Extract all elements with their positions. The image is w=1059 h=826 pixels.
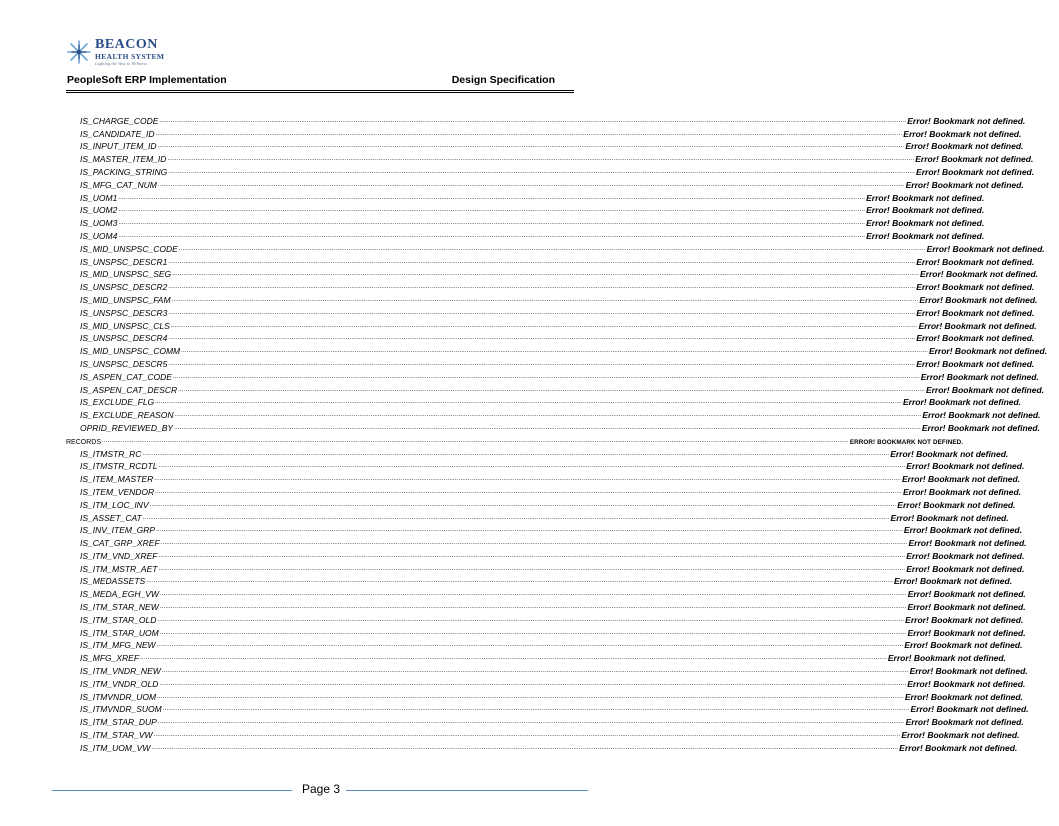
toc-entry-page-ref: Error! Bookmark not defined. — [926, 243, 1045, 254]
toc-dot-leader: ................................................................................................................................................................................................................................................................................................................................................................................................................ — [142, 514, 890, 521]
toc-dot-leader: ................................................................................................................................................................................................................................................................................................................................................................................................................ — [168, 335, 916, 342]
toc-entry-page-ref: Error! Bookmark not defined. — [925, 384, 1045, 395]
toc-entry[interactable] — [0, 343, 1048, 357]
toc-entry-page-ref: Error! Bookmark not defined. — [905, 717, 1024, 728]
toc-entry-page-ref: Error! Bookmark not defined. — [907, 115, 1026, 126]
toc-entry-page-ref: Error! Bookmark not defined. — [899, 742, 1018, 753]
toc-dot-leader: ................................................................................................................................................................................................................................................................................................................................................................................................................ — [168, 284, 916, 291]
toc-dot-leader: ................................................................................................................................................................................................................................................................................................................................................................................................................ — [156, 527, 903, 534]
toc-dot-leader: ................................................................................................................................................................................................................................................................................................................................................................................................................ — [156, 642, 904, 649]
toc-entry-label: IS_MFG_XREF — [80, 653, 140, 664]
toc-dot-leader: ................................................................................................................................................................................................................................................................................................................................................................................................................ — [149, 501, 897, 508]
toc-entry-label: IS_ITM_MSTR_AET — [80, 563, 158, 574]
toc-dot-leader: ................................................................................................................................................................................................................................................................................................................................................................................................................ — [157, 616, 905, 623]
toc-entry-label: IS_UOM1 — [80, 192, 118, 203]
toc-dot-leader: ................................................................................................................................................................................................................................................................................................................................................................................................................ — [168, 360, 916, 367]
toc-entry-page-ref: Error! Bookmark not defined. — [916, 307, 1035, 318]
toc-section-entry[interactable] — [0, 433, 964, 446]
toc-entry[interactable] — [0, 714, 1024, 728]
toc-entry-label: IS_CHARGE_CODE — [80, 115, 159, 126]
toc-dot-leader: ................................................................................................................................................................................................................................................................................................................................................................................................................ — [181, 348, 928, 355]
toc-entry-label: IS_INV_ITEM_GRP — [80, 525, 156, 536]
toc-entry-page-ref: Error! Bookmark not defined. — [907, 602, 1026, 613]
toc-entry-page-ref: Error! Bookmark not defined. — [890, 448, 1009, 459]
toc-entry[interactable] — [0, 190, 985, 203]
toc-dot-leader: ................................................................................................................................................................................................................................................................................................................................................................................................................ — [162, 706, 910, 713]
toc-entry[interactable] — [0, 638, 1023, 651]
toc-entry-label: IS_EXCLUDE_FLG — [80, 397, 155, 408]
beacon-star-icon — [66, 39, 92, 65]
toc-entry[interactable] — [0, 727, 1020, 741]
toc-dot-leader: ................................................................................................................................................................................................................................................................................................................................................................................................................ — [158, 565, 906, 572]
toc-entry-page-ref: Error! Bookmark not defined. — [887, 653, 1006, 664]
toc-dot-leader: ................................................................................................................................................................................................................................................................................................................................................................................................................ — [159, 604, 907, 611]
toc-dot-leader: ................................................................................................................................................................................................................................................................................................................................................................................................................ — [140, 655, 887, 662]
toc-entry-label: IS_CAT_GRP_XREF — [80, 538, 160, 549]
toc-entry[interactable] — [0, 689, 1023, 702]
toc-entry-label: IS_INPUT_ITEM_ID — [80, 141, 157, 152]
toc-dot-leader: ................................................................................................................................................................................................................................................................................................................................................................................................................ — [142, 450, 890, 457]
toc-dot-leader: ................................................................................................................................................................................................................................................................................................................................................................................................................ — [168, 309, 916, 316]
toc-entry-label: IS_MID_UNSPSC_CLS — [80, 320, 170, 331]
toc-entry-label: IS_MID_UNSPSC_CODE — [80, 243, 178, 254]
toc-dot-leader: ................................................................................................................................................................................................................................................................................................................................................................................................................ — [154, 476, 902, 483]
toc-entry-label: IS_UNSPSC_DESCR1 — [80, 256, 168, 267]
toc-entry-page-ref: Error! Bookmark not defined. — [916, 333, 1035, 344]
toc-entry[interactable] — [0, 215, 985, 229]
toc-entry-page-ref: Error! Bookmark not defined. — [866, 230, 985, 241]
toc-entry[interactable] — [0, 740, 1018, 753]
toc-entry-label: IS_MID_UNSPSC_COMM — [80, 346, 181, 357]
toc-entry-label: IS_MID_UNSPSC_SEG — [80, 269, 172, 280]
toc-entry[interactable] — [0, 356, 1035, 369]
document-project-title: PeopleSoft ERP Implementation — [67, 74, 227, 86]
toc-entry-label: IS_UNSPSC_DESCR2 — [80, 282, 168, 293]
toc-entry-label: IS_MID_UNSPSC_FAM — [80, 294, 171, 305]
footer-divider-right — [346, 790, 588, 791]
toc-entry-page-ref: Error! Bookmark not defined. — [903, 128, 1022, 139]
toc-entry[interactable] — [0, 446, 1009, 459]
toc-entry-label: IS_MEDASSETS — [80, 576, 146, 587]
toc-entry-page-ref: Error! Bookmark not defined. — [916, 256, 1035, 267]
toc-entry-label: IS_PACKING_STRING — [80, 166, 168, 177]
toc-entry-page-ref: Error! Bookmark not defined. — [916, 282, 1035, 293]
toc-entry-page-ref: Error! Bookmark not defined. — [921, 422, 1040, 433]
toc-entry[interactable] — [0, 484, 1022, 497]
toc-entry-page-ref: Error! Bookmark not defined. — [902, 474, 1021, 485]
toc-entry-label: IS_ITM_MFG_NEW — [80, 640, 156, 651]
toc-entry-page-ref: Error! Bookmark not defined. — [866, 205, 985, 216]
toc-dot-leader: ................................................................................................................................................................................................................................................................................................................................................................................................................ — [172, 373, 920, 380]
toc-entry-label: IS_UOM4 — [80, 230, 118, 241]
document-type-title: Design Specification — [451, 74, 555, 86]
toc-entry[interactable] — [0, 574, 1013, 587]
toc-dot-leader: ................................................................................................................................................................................................................................................................................................................................................................................................................ — [178, 386, 925, 393]
toc-entry[interactable] — [0, 139, 1024, 152]
toc-entry-page-ref: Error! Bookmark not defined. — [905, 179, 1024, 190]
toc-entry[interactable] — [0, 599, 1026, 613]
toc-entry-label: IS_ITM_STAR_UOM — [80, 627, 159, 638]
toc-entry-label: IS_MEDA_EGH_VW — [80, 589, 159, 600]
toc-dot-leader: ................................................................................................................................................................................................................................................................................................................................................................................................................ — [159, 591, 907, 598]
toc-dot-leader: ................................................................................................................................................................................................................................................................................................................................................................................................................ — [170, 322, 918, 329]
toc-entry[interactable] — [0, 151, 1034, 165]
toc-entry-page-ref: Error! Bookmark not defined. — [910, 704, 1029, 715]
toc-entry-page-ref: Error! Bookmark not defined. — [906, 550, 1025, 561]
toc-entry-label: IS_ITEM_MASTER — [80, 474, 154, 485]
toc-entry-label: IS_ITM_STAR_NEW — [80, 602, 159, 613]
toc-entry-page-ref: Error! Bookmark not defined. — [905, 141, 1024, 152]
toc-dot-leader: ................................................................................................................................................................................................................................................................................................................................................................................................................ — [102, 437, 849, 444]
toc-entry-label: IS_ITM_LOC_INV — [80, 499, 149, 510]
toc-entry[interactable] — [0, 459, 1025, 472]
toc-entry[interactable] — [0, 254, 1035, 267]
toc-entry-page-ref: Error! Bookmark not defined. — [905, 614, 1024, 625]
toc-entry-page-ref: Error! Bookmark not defined. — [906, 461, 1025, 472]
table-of-contents — [0, 113, 1048, 753]
toc-entry[interactable] — [0, 126, 1022, 139]
toc-entry-label: IS_ITMSTR_RCDTL — [80, 461, 158, 472]
toc-entry[interactable] — [0, 318, 1037, 331]
toc-dot-leader: ................................................................................................................................................................................................................................................................................................................................................................................................................ — [178, 245, 926, 252]
toc-entry[interactable] — [0, 612, 1024, 625]
toc-entry-label: IS_ITM_VNDR_NEW — [80, 666, 161, 677]
toc-dot-leader: ................................................................................................................................................................................................................................................................................................................................................................................................................ — [167, 156, 915, 163]
toc-entry[interactable] — [0, 164, 1035, 177]
toc-entry[interactable] — [0, 382, 1045, 395]
toc-entry-page-ref: Error! Bookmark not defined. — [902, 486, 1022, 497]
toc-dot-leader: ................................................................................................................................................................................................................................................................................................................................................................................................................ — [174, 412, 922, 419]
toc-entry-label: OPRID_REVIEWED_BY — [80, 422, 174, 433]
toc-entry-page-ref: Error! Bookmark not defined. — [908, 538, 1027, 549]
toc-entry-label: IS_ITM_VNDR_OLD — [80, 678, 159, 689]
toc-entry-page-ref: Error! Bookmark not defined. — [906, 563, 1025, 574]
toc-entry-page-ref: Error! Bookmark not defined. — [904, 640, 1023, 651]
toc-entry-label: IS_CANDIDATE_ID — [80, 128, 155, 139]
toc-dot-leader: ................................................................................................................................................................................................................................................................................................................................................................................................................ — [161, 668, 909, 675]
toc-dot-leader: ................................................................................................................................................................................................................................................................................................................................................................................................................ — [158, 463, 906, 470]
toc-entry[interactable] — [0, 561, 1025, 574]
toc-entry-page-ref: Error! Bookmark not defined. — [909, 666, 1028, 677]
beacon-logo — [66, 38, 164, 66]
toc-dot-leader: ................................................................................................................................................................................................................................................................................................................................................................................................................ — [153, 732, 901, 739]
toc-entry[interactable] — [0, 177, 1024, 190]
toc-entry-page-ref: Error! Bookmark not defined. — [907, 627, 1026, 638]
toc-entry-page-ref: Error! Bookmark not defined. — [916, 166, 1035, 177]
toc-dot-leader: ................................................................................................................................................................................................................................................................................................................................................................................................................ — [168, 168, 916, 175]
toc-entry-page-ref: Error! Bookmark not defined. — [922, 410, 1041, 421]
toc-entry-label: IS_UOM3 — [80, 218, 118, 229]
toc-entry[interactable] — [0, 548, 1025, 561]
toc-entry[interactable] — [0, 292, 1038, 305]
toc-entry-page-ref: Error! Bookmark not defined. — [866, 192, 985, 203]
toc-dot-leader: ................................................................................................................................................................................................................................................................................................................................................................................................................ — [158, 552, 906, 559]
toc-entry-label: IS_ITM_UOM_VW — [80, 742, 151, 753]
toc-entry[interactable] — [0, 471, 1021, 485]
toc-entry[interactable] — [0, 267, 1039, 280]
toc-dot-leader: ................................................................................................................................................................................................................................................................................................................................................................................................................ — [172, 271, 919, 278]
toc-entry-page-ref: Error! Bookmark not defined. — [918, 320, 1037, 331]
toc-entry-page-ref: Error! Bookmark not defined. — [919, 269, 1039, 280]
toc-entry[interactable] — [0, 407, 1041, 421]
toc-dot-leader: ................................................................................................................................................................................................................................................................................................................................................................................................................ — [157, 143, 905, 150]
toc-entry-label: IS_ASPEN_CAT_DESCR — [80, 384, 178, 395]
toc-dot-leader: ................................................................................................................................................................................................................................................................................................................................................................................................................ — [118, 232, 866, 239]
toc-dot-leader: ................................................................................................................................................................................................................................................................................................................................................................................................................ — [155, 488, 902, 495]
toc-entry-page-ref: Error! Bookmark not defined. — [928, 346, 1048, 357]
toc-entry[interactable] — [0, 369, 1039, 382]
toc-entry-page-ref: Error! Bookmark not defined. — [907, 589, 1026, 600]
toc-entry-label: IS_ITMVNDR_SUOM — [80, 704, 162, 715]
toc-entry-label: IS_UNSPSC_DESCR4 — [80, 333, 168, 344]
toc-entry-page-ref: Error! Bookmark not defined. — [902, 397, 1022, 408]
toc-entry-page-ref: Error! Bookmark not defined. — [897, 499, 1016, 510]
toc-entry[interactable] — [0, 203, 985, 216]
logo-name: BEACON — [95, 37, 158, 52]
toc-entry-label: IS_ASSET_CAT — [80, 512, 142, 523]
toc-dot-leader: ................................................................................................................................................................................................................................................................................................................................................................................................................ — [168, 258, 916, 265]
toc-dot-leader: ................................................................................................................................................................................................................................................................................................................................................................................................................ — [146, 578, 893, 585]
toc-dot-leader: ................................................................................................................................................................................................................................................................................................................................................................................................................ — [157, 181, 905, 188]
toc-dot-leader: ................................................................................................................................................................................................................................................................................................................................................................................................................ — [159, 629, 907, 636]
toc-entry[interactable] — [0, 241, 1045, 254]
toc-entry[interactable] — [0, 497, 1016, 510]
toc-entry-page-ref: Error! Bookmark not defined. — [916, 358, 1035, 369]
header-divider-thin — [66, 92, 574, 93]
toc-entry-page-ref: Error! Bookmark not defined. — [901, 730, 1020, 741]
toc-entry-label: IS_ITEM_VENDOR — [80, 486, 155, 497]
toc-entry[interactable] — [0, 279, 1035, 293]
toc-entry-label: IS_ASPEN_CAT_CODE — [80, 371, 172, 382]
toc-entry-page-ref: Error! Bookmark not defined. — [919, 294, 1038, 305]
toc-entry-label: IS_MFG_CAT_NUM — [80, 179, 157, 190]
toc-entry[interactable] — [0, 395, 1022, 408]
logo-subtitle: HEALTH SYSTEM — [95, 52, 165, 61]
toc-dot-leader: ................................................................................................................................................................................................................................................................................................................................................................................................................ — [151, 744, 899, 751]
toc-dot-leader: ................................................................................................................................................................................................................................................................................................................................................................................................................ — [159, 117, 907, 124]
page-number: Page 3 — [301, 782, 341, 796]
toc-entry-label: IS_ITM_STAR_VW — [80, 730, 153, 741]
toc-entry[interactable] — [0, 676, 1026, 689]
toc-entry-page-ref: Error! Bookmark not defined. — [893, 576, 1013, 587]
toc-entry-page-ref: Error! Bookmark not defined. — [903, 525, 1022, 536]
toc-entry-page-ref: Error! Bookmark not defined. — [904, 691, 1023, 702]
toc-entry-page-ref: Error! Bookmark not defined. — [866, 218, 985, 229]
toc-dot-leader: ................................................................................................................................................................................................................................................................................................................................................................................................................ — [157, 693, 904, 700]
toc-entry-page-ref: ERROR! BOOKMARK NOT DEFINED. — [849, 438, 964, 446]
toc-dot-leader: ................................................................................................................................................................................................................................................................................................................................................................................................................ — [160, 540, 908, 547]
toc-dot-leader: ................................................................................................................................................................................................................................................................................................................................................................................................................ — [118, 207, 866, 214]
toc-entry-label: IS_UNSPSC_DESCR3 — [80, 307, 168, 318]
toc-entry-label: IS_UNSPSC_DESCR5 — [80, 358, 168, 369]
toc-entry[interactable] — [0, 663, 1028, 677]
toc-entry[interactable] — [0, 113, 1026, 126]
toc-entry-label: IS_MASTER_ITEM_ID — [80, 154, 167, 165]
toc-entry[interactable] — [0, 625, 1026, 638]
toc-entry[interactable] — [0, 702, 1029, 715]
toc-entry-label: IS_ITMSTR_RC — [80, 448, 142, 459]
toc-dot-leader: ................................................................................................................................................................................................................................................................................................................................................................................................................ — [118, 220, 866, 227]
toc-entry-label: IS_ITM_VND_XREF — [80, 550, 158, 561]
toc-entry-label: IS_UOM2 — [80, 205, 118, 216]
toc-entry-label: IS_EXCLUDE_REASON — [80, 410, 174, 421]
toc-entry-page-ref: Error! Bookmark not defined. — [915, 154, 1034, 165]
toc-entry-label: IS_ITM_STAR_DUP — [80, 717, 157, 728]
toc-entry[interactable] — [0, 523, 1022, 536]
toc-entry-page-ref: Error! Bookmark not defined. — [907, 678, 1026, 689]
toc-entry[interactable] — [0, 510, 1009, 523]
toc-dot-leader: ................................................................................................................................................................................................................................................................................................................................................................................................................ — [118, 194, 866, 201]
toc-entry[interactable] — [0, 586, 1026, 600]
toc-entry-label: IS_ITM_STAR_OLD — [80, 614, 157, 625]
toc-dot-leader: ................................................................................................................................................................................................................................................................................................................................................................................................................ — [155, 399, 902, 406]
toc-entry[interactable] — [0, 420, 1040, 433]
toc-entry[interactable] — [0, 305, 1035, 318]
toc-entry[interactable] — [0, 535, 1027, 549]
footer-divider-left — [52, 790, 292, 791]
toc-dot-leader: ................................................................................................................................................................................................................................................................................................................................................................................................................ — [157, 719, 905, 726]
toc-entry-label: IS_ITMVNDR_UOM — [80, 691, 157, 702]
toc-entry[interactable] — [0, 650, 1006, 664]
toc-dot-leader: ................................................................................................................................................................................................................................................................................................................................................................................................................ — [174, 424, 921, 431]
toc-dot-leader: ................................................................................................................................................................................................................................................................................................................................................................................................................ — [171, 296, 919, 303]
toc-entry-page-ref: Error! Bookmark not defined. — [920, 371, 1039, 382]
toc-entry-label: RECORDS — [66, 438, 102, 446]
logo-tagline: Lighting the Way to Wellness — [95, 60, 147, 66]
toc-dot-leader: ................................................................................................................................................................................................................................................................................................................................................................................................................ — [159, 680, 907, 687]
toc-entry[interactable] — [0, 228, 985, 241]
header-divider — [66, 90, 574, 91]
toc-entry[interactable] — [0, 331, 1035, 344]
toc-dot-leader: ................................................................................................................................................................................................................................................................................................................................................................................................................ — [155, 130, 903, 137]
toc-entry-page-ref: Error! Bookmark not defined. — [890, 512, 1009, 523]
